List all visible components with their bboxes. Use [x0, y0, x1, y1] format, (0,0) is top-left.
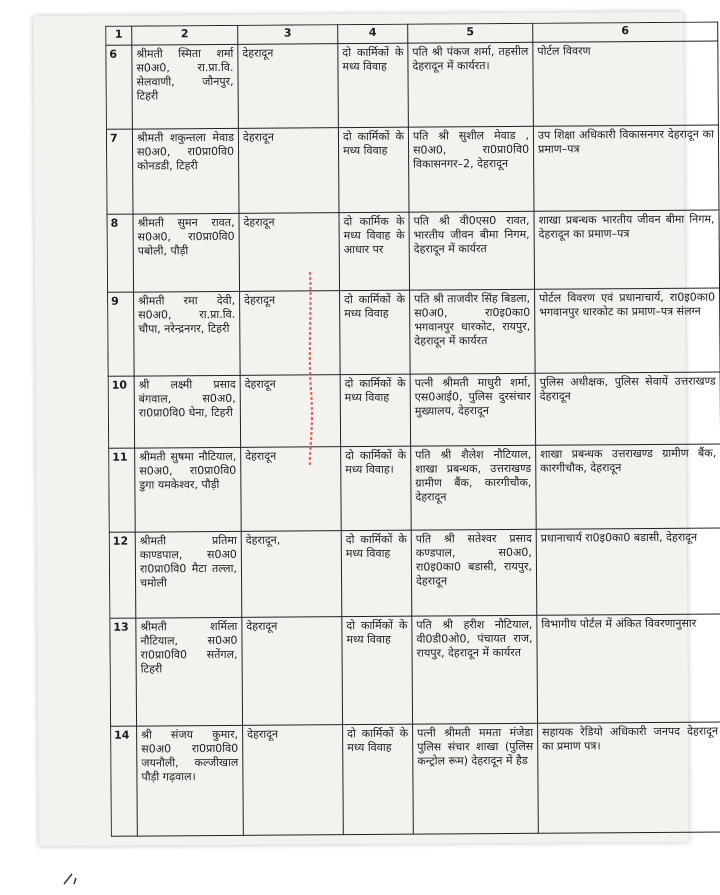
row-number: 7 [106, 129, 133, 214]
employee-cell: श्रीमती सुषमा नौटियाल, स0अ0, रा0प्रा0वि0 डुगा यमकेश्वर, पौड़ी [135, 447, 242, 532]
table-row [111, 722, 720, 836]
table-row [109, 528, 720, 618]
row-number: 12 [109, 532, 136, 618]
spouse-cell: पति श्री सतेश्वर प्रसाद कण्डपाल, स0अ0, रा0इ0का0 बडासी, रायपुर, देहरादून [411, 529, 537, 616]
header-col-3: 3 [238, 25, 338, 45]
district-cell: देहरादून [241, 447, 342, 532]
district-cell: देहरादून, [241, 531, 342, 618]
spouse-cell: पति श्री शैलेश नौटियाल, शाखा प्रबन्धक, उत्तराखण्ड ग्रामीण बैंक, कारगीचौक, देहरादून [411, 445, 537, 530]
employee-cell: श्रीमती स्मिता शर्मा स0अ0, रा.प्रा.वि. सेलवाणी, जौनपुर, टिहरी [132, 44, 239, 129]
district-cell: देहरादून [242, 617, 343, 726]
remarks-cell: उप शिक्षा अधिकारी विकासनगर देहरादून का प्रमाण–पत्र [533, 125, 719, 211]
remarks-cell: पोर्टल विवरण [533, 41, 719, 126]
table-row [106, 41, 719, 129]
spouse-cell: पति श्री ताजवीर सिंह बिडला, स0अ0, रा0इ0का0 भगवानपुर धारकोट, रायपुर, देहरादून में कार्यरत [410, 289, 536, 374]
header-col-5: 5 [408, 23, 533, 43]
document-page [33, 12, 719, 847]
header-col-4: 4 [338, 24, 408, 43]
table-row [108, 288, 720, 376]
reason-cell: दो कार्मिकों के मध्य विवाह [341, 530, 412, 616]
header-col-6: 6 [533, 22, 718, 42]
header-col-2: 2 [132, 25, 238, 45]
spouse-cell: पति श्री हरीश नौटियाल, वी0डी0ओ0, पंचायत राज, रायपुर, देहरादून में कार्यरत [412, 615, 538, 724]
row-number: 13 [110, 618, 137, 726]
district-cell: देहरादून [239, 213, 340, 292]
reason-cell: दो कार्मिकों के मध्य विवाह [338, 43, 409, 127]
table-sheet [105, 21, 720, 855]
row-number: 6 [106, 45, 133, 129]
spouse-cell: पति श्री पंकज शर्मा, तहसील देहरादून में कार्यरत। [408, 42, 534, 127]
row-number: 10 [108, 376, 135, 448]
table-row [110, 614, 720, 726]
spouse-cell: पति श्री सुशील मेवाड , स0अ0, रा0प्रा0वि0 विकासनगर–2, देहरादून [408, 126, 534, 212]
employee-cell: श्रीमती शकुन्तला मेवाड स0अ0, रा0प्रा0वि0 कोनडडी, टिहरी [132, 128, 239, 214]
row-number: 9 [108, 292, 135, 376]
page-edge-mark [60, 872, 100, 886]
transfer-table [105, 21, 720, 836]
reason-cell: दो कार्मिकों के मध्य विवाह। [341, 446, 412, 530]
district-cell: देहरादून [240, 375, 341, 448]
employee-cell: श्रीमती प्रतिमा काण्डपाल, स0अ0 रा0प्रा0वि0 मैटा तल्ला, चमोली [135, 531, 242, 618]
reason-cell: दो कार्मिकों के मध्य विवाह [338, 127, 409, 212]
employee-cell: श्री लक्ष्मी प्रसाद बंगवाल, स0अ0, रा0प्रा0वि0 घेना, टिहरी [134, 375, 241, 448]
district-cell: देहरादून [238, 128, 339, 214]
district-cell: देहरादून [240, 291, 341, 376]
employee-cell: श्रीमती रमा देवी, स0अ0, रा.प्रा.वि. चौपा, नरेन्द्रनगर, टिहरी [134, 291, 241, 376]
remarks-cell: शाखा प्रबन्धक उत्तराखण्ड ग्रामीण बैंक, कारगीचौक, देहरादून [536, 444, 720, 529]
district-cell: देहरादून [238, 44, 339, 129]
row-number: 8 [107, 214, 134, 292]
reason-cell: दो कार्मिकों के मध्य विवाह [342, 616, 413, 724]
reason-cell: दो कार्मिकों के मध्य विवाह [340, 374, 411, 446]
district-cell: देहरादून [243, 725, 344, 836]
remarks-cell: शाखा प्रबन्धक भारतीय जीवन बीमा निगम, देहरादून का प्रमाण–पत्र [534, 210, 720, 289]
table-row [107, 210, 720, 292]
remarks-cell: पुलिस अधीक्षक, पुलिस सेवायें उत्तराखण्ड देहरादून [535, 372, 720, 445]
red-pen-mark [300, 270, 320, 470]
employee-cell: श्रीमती सुमन रावत, स0अ0, रा0प्रा0वि0 पबोली, पौड़ी [133, 213, 240, 292]
spouse-cell: पति श्री वी0एस0 रावत, भारतीय जीवन बीमा निगम, देहरादून में कार्यरत [409, 211, 535, 290]
remarks-cell: प्रधानाचार्य रा0इ0का0 बडासी, देहरादून [536, 528, 720, 615]
table-row [106, 125, 719, 214]
remarks-cell: पोर्टल विवरण एवं प्रधानाचार्य, रा0इ0का0 भगवानपुर धारकोट का प्रमाण–पत्र संलग्न [535, 288, 720, 373]
table-row [109, 444, 720, 532]
reason-cell: दो कार्मिक के मध्य विवाह के आधार पर [339, 212, 410, 290]
reason-cell: दो कार्मिकों के मध्य विवाह [343, 724, 414, 834]
employee-cell: श्रीमती शर्मिला नौटियाल, स0अ0 रा0प्रा0वि0 सतेंगल, टिहरी [136, 617, 243, 726]
header-col-1: 1 [106, 26, 132, 45]
spouse-cell: पत्नी श्रीमती ममता मंजेडा पुलिस संचार शाखा (पुलिस कन्ट्रोल रूम) देहरादून में हैड [413, 723, 539, 834]
bottom-margin [36, 850, 686, 895]
reason-cell: दो कार्मिकों के मध्य विवाह [340, 290, 411, 374]
row-number: 11 [109, 448, 136, 532]
remarks-cell: विभागीय पोर्टल में अंकित विवरणानुसार [537, 614, 720, 723]
row-number: 14 [111, 726, 138, 836]
remarks-cell: सहायक रेडियो अधिकारी जनपद देहरादून का प्रमाण पत्र। [538, 722, 720, 833]
table-row [108, 372, 720, 448]
employee-cell: श्री संजय कुमार, स0अ0 रा0प्रा0वि0 जयनौली, कल्जीखाल पौड़ी गढ़वाल। [137, 725, 244, 836]
spouse-cell: पत्नी श्रीमती माधुरी शर्मा, एस0आई0, पुलिस दुरसंचार मुख्यालय, देहरादून [410, 373, 535, 446]
